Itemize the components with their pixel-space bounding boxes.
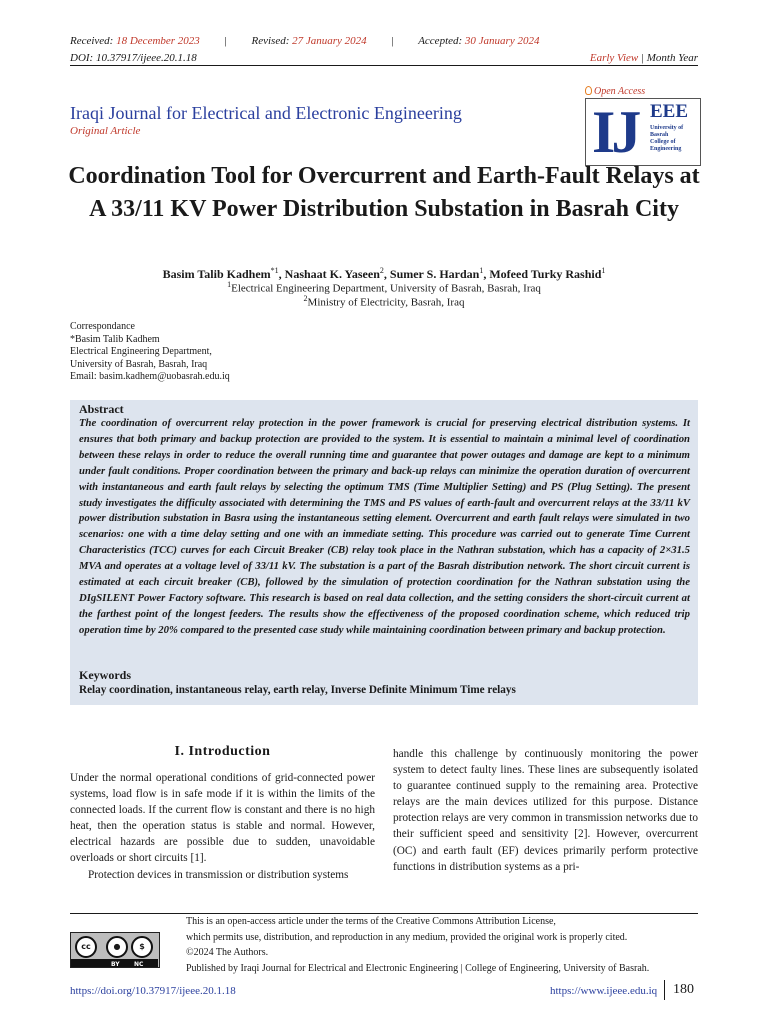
- correspondence-email[interactable]: Email: basim.kadhem@uobasrah.edu.iq: [70, 371, 230, 383]
- abstract-box: [70, 400, 698, 705]
- correspondence-univ: University of Basrah, Basrah, Iraq: [70, 358, 208, 370]
- logo-sub-line: University of: [650, 125, 684, 131]
- license-line: This is an open-access article under the terms of the Creative Commons Attribution License,: [186, 916, 556, 927]
- doi-header: DOI: 10.37917/ijeee.20.1.18: [70, 52, 197, 64]
- correspondence-name: *Basim Talib Kadhem: [70, 333, 160, 345]
- publisher-line: Published by Iraqi Journal for Electrical and Electronic Engineering | College of Engineering, University of Basrah.: [186, 962, 650, 974]
- left-column: [70, 770, 375, 883]
- license-line: which permits use, distribution, and reproduction in any medium, provided the original work is properly cited.: [186, 931, 628, 943]
- author-name: Sumer S. Hardan: [389, 267, 480, 281]
- journal-logo: [585, 98, 701, 166]
- author-name: Basim Talib Kadhem: [162, 267, 271, 281]
- author-mark: 1: [479, 266, 484, 275]
- affiliation: [60, 294, 708, 309]
- separator: |: [224, 35, 227, 47]
- cc-by-label: BY: [111, 961, 120, 968]
- site-link[interactable]: https://www.ijeee.edu.iq: [550, 985, 658, 997]
- author-mark: *1: [270, 266, 279, 275]
- article-type: Original Article: [70, 125, 141, 137]
- cc-license-badge[interactable]: [70, 932, 160, 968]
- accepted-date: 30 January 2024: [464, 35, 540, 47]
- logo-subtitle: [650, 125, 683, 153]
- early-view-line: [590, 51, 698, 65]
- logo-sub-line: Basrah: [650, 132, 669, 138]
- cc-nc-label: NC: [134, 961, 144, 968]
- doi-link[interactable]: https://doi.org/10.37917/ijeee.20.1.18: [70, 985, 236, 997]
- license-text: [186, 914, 706, 976]
- keywords-heading: Keywords: [79, 668, 131, 682]
- keywords-text: Relay coordination, instantaneous relay, earth relay, Inverse Definite Minimum Time relays: [79, 684, 516, 696]
- paper-title: Coordination Tool for Overcurrent and Earth-Fault Relays at A 33/11 KV Power Distribution Substation in Basrah City: [68, 163, 700, 222]
- paragraph: Under the normal operational conditions of grid-connected power systems, load flow is in safe mode if it is within the limits of the connected loads. If the current flow is constant and there is no high heat, then the operation status is stable and normal. However, electrical hazards are possible due to sudden, unavoidable overloads or short circuits [1].: [70, 772, 375, 865]
- separator: |: [391, 35, 394, 47]
- copyright-line: ©2024 The Authors.: [186, 947, 269, 958]
- revised-label: Revised:: [251, 35, 290, 47]
- journal-name: Iraqi Journal for Electrical and Electronic Engineering: [70, 103, 462, 123]
- person-icon: ●: [106, 936, 128, 958]
- right-column: [393, 746, 698, 875]
- received-label: Received:: [70, 35, 114, 47]
- cc-icon: cc: [75, 936, 97, 958]
- open-access-badge: [585, 86, 645, 97]
- author-name: Nashaat K. Yaseen: [284, 267, 380, 281]
- author-list: Basim Talib Kadhem$^{*1}$, Nashaat K. Yaseen$^2$, Sumer S. Hardan$^1$, Mofeed Turky Rashid$^1$: [162, 266, 606, 281]
- logo-sub-line: College of: [650, 139, 676, 145]
- affiliation-mark: 1: [227, 280, 232, 289]
- open-lock-icon: [585, 86, 592, 95]
- paragraph: handle this challenge by continuously monitoring the power system to detect faulty lines. These lines are subsequently isolated to guarantee continued supply to the remaining area. Protective relays are the main devices utilized for this purpose. Distance protection relays are very common in transmission networks due to their sufficient speed and sensitivity [2]. However, overcurrent (OC) and earth fault (EF) devices primarily perform protective functions in distribution systems as a pri-: [393, 748, 698, 873]
- logo-ij-text: IJ: [592, 99, 638, 165]
- early-view-link[interactable]: Early View: [589, 52, 639, 64]
- header-rule: [70, 65, 698, 66]
- revised-date: 27 January 2024: [292, 35, 367, 47]
- abstract-text: The coordination of overcurrent relay protection in the power framework is crucial for preserving electrical distribution systems. It ensures that both primary and backup protection are provided to the system. It is essential to maintain a minimal level of coordination between these relays in order to reduce the overall running time and guarantee that power outages and damage are kept to a minimum under fault conditions. Proper coordination between the primary and back-up relays can minimize the operation duration of overcurrent with instantaneous and earth fault relays by selecting the optimum TMS (Time Multiplier Setting) and PS (Plug Setting). The present study investigates the difficulty associated with determining the TMS and PS values of earth-fault and overcurrent relays at the 33/11 kV power distribution substation in Basra using the instantaneous setting element. Overcurrent and earth fault relays were simulated in two scenarios: one with a time delay setting and one with an immediate setting. This procedure was carried out to generate Time Current Characteristics (TCC) curves for each Circuit Breaker (CB) relay took place in the Nathran substation, which has a capacity of 2×31.5 MVA and operates at a voltage level of 33/11 kV. The substation is a part of the Basrah distribution network. The short circuit current is estimated at each circuit breaker (CB), followed by the simulation of protection coordination for the Nathran substation using the DIgSILENT Power Factory software. This research is based on real data collection, and the setting considers the short-circuit current at the farthest point of the longest feeders. The results show the effectiveness of the proposed coordination scheme, which reduced trip operation time by 20% compared to the presented case study while maintaining coordination between primary and backup protection.: [79, 417, 690, 636]
- correspondence-heading: Correspondance: [70, 321, 135, 332]
- section-heading-introduction: I. Introduction: [174, 744, 271, 759]
- author-mark: 2: [379, 266, 384, 275]
- affiliation-mark: 2: [303, 294, 308, 303]
- open-access-label: Open Access: [594, 86, 646, 97]
- logo-sub-line: Engineering: [650, 146, 682, 152]
- author-name: Mofeed Turky Rashid: [489, 267, 602, 281]
- month-year: | Month Year: [638, 52, 698, 64]
- accepted-label: Accepted:: [418, 35, 463, 47]
- correspondence-block: [70, 321, 230, 384]
- affiliation-text: Electrical Engineering Department, University of Basrah, Basrah, Iraq: [231, 282, 541, 295]
- logo-eee-text: EEE: [650, 101, 689, 122]
- received-date: 18 December 2023: [116, 35, 200, 47]
- paragraph: Protection devices in transmission or distribution systems: [88, 868, 349, 881]
- submission-dates: [70, 34, 539, 48]
- affiliation-text: Ministry of Electricity, Basrah, Iraq: [307, 296, 465, 309]
- no-dollar-icon: $: [131, 936, 153, 958]
- correspondence-dept: Electrical Engineering Department,: [70, 346, 212, 358]
- page-number: 180: [664, 980, 694, 1000]
- author-mark: 1: [601, 266, 606, 275]
- affiliation: [60, 280, 708, 295]
- abstract-heading: Abstract: [79, 402, 124, 416]
